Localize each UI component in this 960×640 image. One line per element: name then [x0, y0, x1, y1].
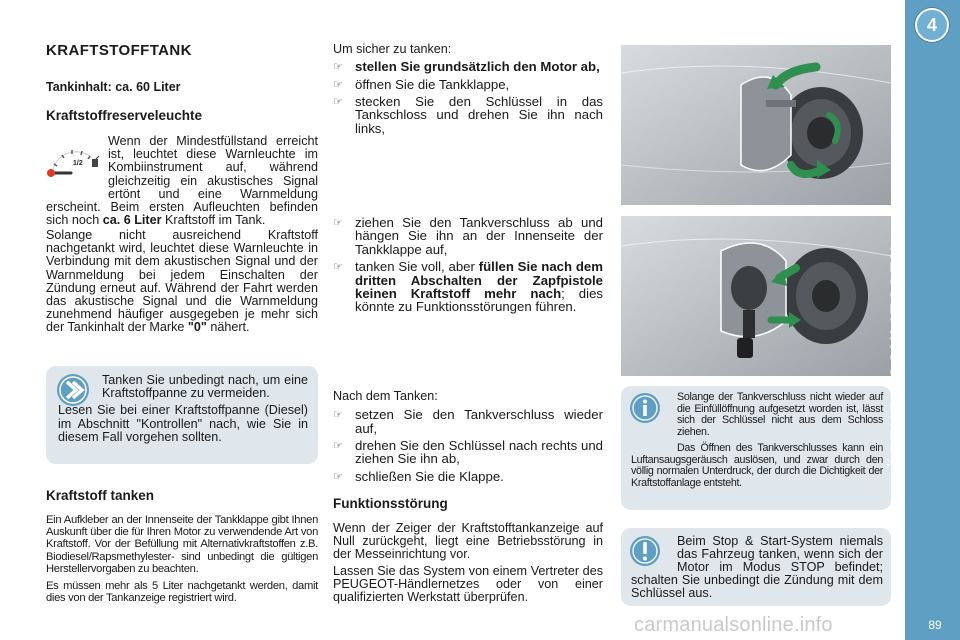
reserve-paragraph-2 [46, 229, 318, 335]
info-box [621, 386, 891, 510]
list-item: ☞ ziehen Sie den Tankverschluss ab und hängen Sie ihn an der Innenseite der Tankklappe auf, [333, 215, 603, 257]
reserve-amount: ca. 6 Liter [102, 213, 162, 228]
watermark: carmanualsonline.info [634, 614, 833, 636]
fault-heading: Funktionsstörung [333, 496, 448, 511]
fuel-flap-photo-2 [621, 216, 891, 376]
tip-text-1: Tanken Sie unbedingt nach, um eine Kraftstoffpanne zu vermeiden. [102, 373, 308, 401]
fuel-flap-photo-1 [621, 45, 891, 205]
section-left [46, 42, 318, 123]
list-item: ☞ drehen Sie den Schlüssel nach rechts und ziehen Sie ihn ab, [333, 438, 603, 467]
gauge-label: 1/2 [73, 160, 83, 167]
reserve-paragraph-1 [46, 135, 318, 227]
tip-text [58, 374, 308, 444]
info-text-2: Das Öffnen des Tankverschlusses kann ein Luftansaugsgeräusch auslösen, und zwar durch den völlig normalen Unterdruck, der durch die Dichtigkeit der Kraftstoffanlage entsteht. [631, 441, 883, 489]
list-item: ☞ öffnen Sie die Tankklappe, [333, 76, 510, 92]
reserve-zero-mark: "0" [187, 320, 207, 335]
reserve-text-1: Wenn der Mindestfüllstand erreicht ist, leuchtet diese Warnleuchte im Kombiinstrument auf, während gleichzeitig ein akustisches Signal ertönt und eine Warnmeldung erscheint. Beim ersten Aufleuchten befinden sich noch [46, 134, 318, 228]
fault-text-1: Wenn der Zeiger der Kraftstofftankanzeige auf Null zurückgeht, liegt eine Betriebsstörung in der Messeinrichtung vor. [333, 521, 603, 562]
steps-intro: Um sicher zu tanken: [333, 42, 452, 56]
refuel-section [46, 488, 318, 604]
steps-list-c [333, 408, 603, 483]
list-item: ☞ setzen Sie den Tankverschluss wieder auf, [333, 407, 603, 436]
section-steps-c [333, 390, 603, 487]
reserve-text-2: Solange nicht ausreichend Kraftstoff nachgetankt wird, leuchtet diese Warnleuchte in Verbindung mit dem akustischen Signal und der Warnmeldung bei jedem Einschalten der Zündung erneut auf. Während der Fahrt werden das akustische Signal und die Warnmeldung zunehmend häufiger ausgegeben je mehr sich der Tankinhalt der Marke [46, 228, 318, 335]
section-steps-a [333, 43, 603, 139]
list-item: ☞ stecken Sie den Schlüssel in das Tankschloss und drehen Sie ihn nach links, [333, 94, 603, 136]
warning-text-1: Beim Stop & Start-System niemals das Fahrzeug tanken, wenn sich der Motor im Modus STOP befindet; schalten Sie unbedingt die Zündung mit dem Schlüssel aus. [631, 534, 883, 600]
reserve-heading: Kraftstoffreserveleuchte [46, 108, 203, 123]
tip-text-2: Lesen Sie bei einer Kraftstoffpanne (Diesel) im Abschnitt "Kontrollen" nach, wie Sie in diesem Fall vorgehen sollten. [58, 403, 308, 444]
reserve-text-2-tail: nähert. [206, 320, 250, 335]
list-item: ☞ stellen Sie grundsätzlich den Motor ab, [333, 59, 600, 75]
after-intro: Nach dem Tanken: [333, 389, 438, 403]
warning-text [631, 535, 883, 600]
refuel-text-2: Es müssen mehr als 5 Liter nachgetankt werden, damit dies von der Tankanzeige registriert wird. [46, 580, 318, 605]
warning-box [621, 528, 891, 606]
chapter-badge: 4 [915, 8, 949, 42]
page-title: KRAFTSTOFFTANK [46, 42, 192, 59]
tip-box [46, 366, 318, 464]
list-item: ☞ schließen Sie die Klappe. [333, 468, 504, 484]
steps-list-a [333, 60, 603, 135]
reserve-text-1-tail: Kraftstoff im Tank. [161, 213, 266, 228]
info-text-1: Solange der Tankverschluss nicht wieder auf die Einfüllöffnung aufgesetzt worden ist, lässt sich der Schlüssel nicht aus dem Schloss ziehen. [677, 391, 883, 439]
fault-text-2: Lassen Sie das System von einem Vertreter des PEUGEOT-Händlernetzes oder von einer qualifizierten Werkstatt überprüfen. [333, 563, 603, 605]
info-text [631, 392, 883, 490]
steps-list-b [333, 216, 603, 314]
chapter-title: ÖFFNEN/SCHLIESSEN [888, 244, 909, 470]
capacity-text: Tankinhalt: ca. 60 Liter [46, 80, 181, 94]
refuel-heading: Kraftstoff tanken [46, 488, 155, 503]
page-number: 89 [928, 618, 942, 632]
section-fault [333, 496, 603, 604]
refuel-text-1: Ein Aufkleber an der Innenseite der Tankklappe gibt Ihnen Auskunft über die für Ihren Motor zu verwendende Art von Kraftstoff. Vor der Befüllung mit Alternativkraftstoffen z.B. Biodiesel/Rapsmethylester- sind unbedingt die gültigen Herstellervorgaben zu beachten. [46, 514, 318, 575]
section-steps-b [333, 216, 603, 318]
list-item: ☞ tanken Sie voll, aber füllen Sie nach dem dritten Abschalten der Zapfpistole keinen Kraftstoff mehr nach; dies könnte zu Funktionsstörungen führen. [333, 259, 603, 315]
